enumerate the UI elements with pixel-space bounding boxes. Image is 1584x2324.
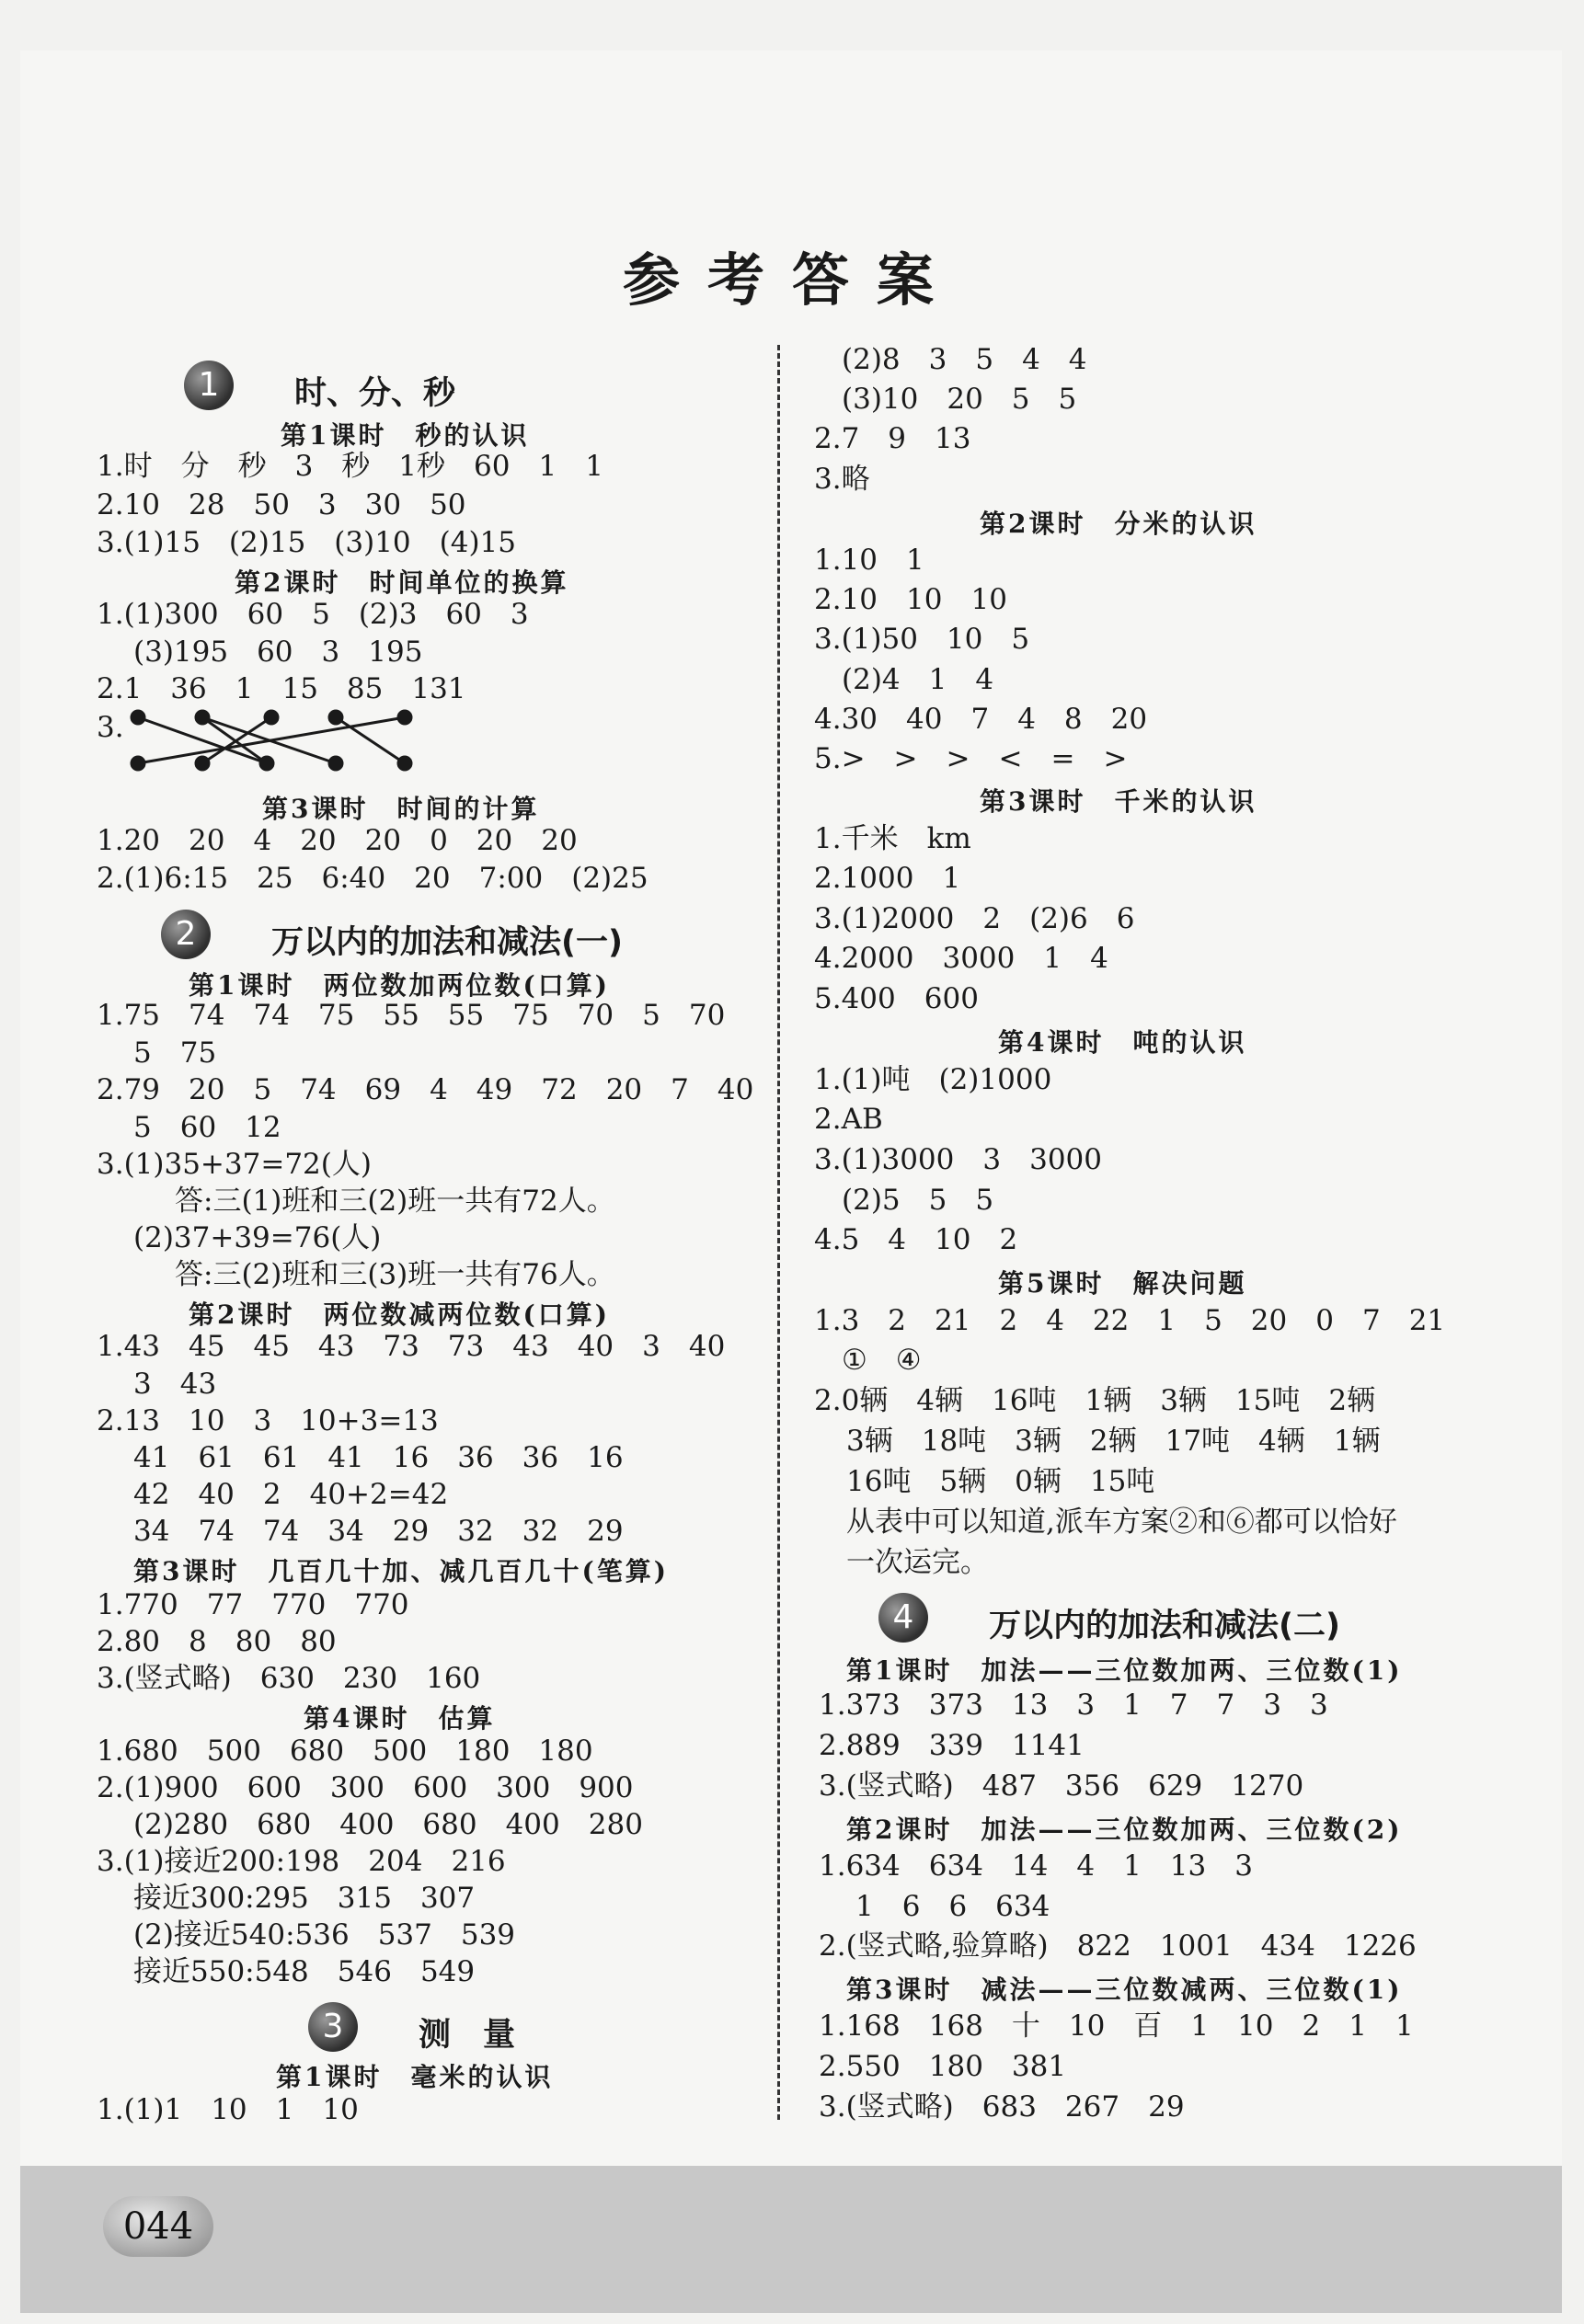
answer-line: 3.(竖式略) 630 230 160	[97, 1662, 481, 1695]
answer-line: 2.(竖式略,验算略) 822 1001 434 1226	[819, 1929, 1417, 1963]
answer-line: 4.30 40 7 4 8 20	[814, 703, 1148, 736]
lesson-heading: 第2课时 加法——三位数加两、三位数(2)	[846, 1815, 1403, 1845]
answer-line: 1.168 168 十 10 百 1 10 2 1 1	[819, 2009, 1414, 2043]
answer-line: 3.(竖式略) 487 356 629 1270	[819, 1769, 1304, 1803]
page-number: 044	[103, 2196, 213, 2257]
answer-line: 2.(1)6:15 25 6:40 20 7:00 (2)25	[97, 862, 649, 895]
answer-line: 1.(1)吨 (2)1000	[814, 1063, 1052, 1096]
answer-line: 接近550:548 546 549	[133, 1955, 476, 1988]
answer-line: 1.680 500 680 500 180 180	[97, 1734, 593, 1768]
answer-line: 3.(1)15 (2)15 (3)10 (4)15	[97, 526, 517, 559]
answer-line: 3 43	[133, 1368, 217, 1401]
answer-line: 2.550 180 381	[819, 2050, 1067, 2083]
answer-line: 2.79 20 5 74 69 4 49 72 20 7 40	[97, 1073, 754, 1106]
answer-line: 1.373 373 13 3 1 7 7 3 3	[819, 1689, 1328, 1722]
answer-line: (2)37+39=76(人)	[133, 1221, 382, 1254]
answer-line: 2.10 28 50 3 30 50	[97, 488, 466, 521]
unit-number-badge: 2	[161, 910, 211, 959]
matching-diagram	[129, 708, 423, 773]
answer-line: 4.5 4 10 2	[814, 1223, 1018, 1256]
answer-line: 接近300:295 315 307	[133, 1882, 476, 1915]
answer-line: 5.> > > < = >	[814, 742, 1128, 775]
lesson-heading: 第2课时 时间单位的换算	[235, 567, 569, 598]
lesson-heading: 第2课时 分米的认识	[980, 509, 1257, 539]
answer-line: (3)195 60 3 195	[133, 635, 423, 669]
answer-line: 从表中可以知道,派车方案②和⑥都可以恰好	[846, 1505, 1397, 1539]
column-divider	[777, 345, 780, 2120]
answer-line: 3.(1)50 10 5	[814, 623, 1030, 656]
unit-title: 时、分、秒	[294, 375, 456, 412]
answer-line: (2)接近540:536 537 539	[133, 1918, 516, 1952]
page-title: 参考答案	[622, 246, 961, 314]
answer-line: (3)10 20 5 5	[842, 383, 1077, 416]
answer-line: 1.770 77 770 770	[97, 1588, 409, 1621]
lesson-heading: 第4课时 吨的认识	[998, 1027, 1247, 1058]
answer-line: 答:三(2)班和三(3)班一共有76人。	[175, 1258, 615, 1291]
unit-title: 测 量	[419, 2017, 516, 2054]
answer-line: 1.20 20 4 20 20 0 20 20	[97, 824, 578, 857]
answer-line: 3.	[97, 711, 124, 744]
answer-line: 1.(1)1 10 1 10	[97, 2093, 359, 2126]
answer-line: 1.75 74 74 75 55 55 75 70 5 70	[97, 999, 726, 1032]
answer-line: 1.634 634 14 4 1 13 3	[819, 1849, 1253, 1883]
answer-line: 答:三(1)班和三(2)班一共有72人。	[175, 1185, 615, 1218]
answer-line: 2.1000 1	[814, 862, 961, 895]
answer-line: ① ④	[842, 1344, 922, 1377]
answer-line: 16吨 5辆 0辆 15吨	[846, 1465, 1155, 1498]
unit-number-badge: 3	[308, 2002, 358, 2052]
answer-line: 2.889 339 1141	[819, 1729, 1085, 1762]
unit-number-badge: 4	[878, 1593, 928, 1643]
lesson-heading: 第5课时 解决问题	[998, 1268, 1247, 1299]
answer-line: 3.(1)2000 2 (2)6 6	[814, 902, 1135, 935]
unit-number-badge: 1	[184, 361, 234, 410]
answer-line: 1.10 1	[814, 544, 924, 577]
lesson-heading: 第3课时 几百几十加、减几百几十(笔算)	[133, 1556, 669, 1586]
answer-line: 2.7 9 13	[814, 422, 971, 455]
lesson-heading: 第3课时 减法——三位数减两、三位数(1)	[846, 1975, 1403, 2005]
answer-line: 2.80 8 80 80	[97, 1625, 337, 1658]
lesson-heading: 第3课时 千米的认识	[980, 786, 1257, 817]
unit-title: 万以内的加法和减法(二)	[989, 1608, 1340, 1644]
answer-line: 5 75	[133, 1036, 217, 1070]
answer-line: 1.时 分 秒 3 秒 1秒 60 1 1	[97, 450, 603, 483]
answer-line: 1.(1)300 60 5 (2)3 60 3	[97, 598, 529, 631]
lesson-heading: 第4课时 估算	[304, 1703, 496, 1734]
answer-line: 5.400 600	[814, 982, 979, 1015]
answer-line: 1.3 2 21 2 4 22 1 5 20 0 7 21	[814, 1304, 1446, 1337]
answer-line: 42 40 2 40+2=42	[133, 1478, 449, 1511]
answer-line: 2.AB	[814, 1103, 883, 1136]
answer-line: 1.43 45 45 43 73 73 43 40 3 40	[97, 1330, 726, 1363]
lesson-heading: 第3课时 时间的计算	[262, 794, 540, 824]
answer-line: (2)280 680 400 680 400 280	[133, 1808, 643, 1841]
answer-line: 3.(1)接近200:198 204 216	[97, 1845, 506, 1878]
answer-line: 3.略	[814, 463, 870, 496]
answer-line: 5 60 12	[133, 1111, 281, 1144]
answer-line: 3.(竖式略) 683 267 29	[819, 2090, 1185, 2124]
answer-line: 3.(1)3000 3 3000	[814, 1143, 1102, 1176]
answer-line: 34 74 74 34 29 32 32 29	[133, 1515, 624, 1548]
answer-line: 3辆 18吨 3辆 2辆 17吨 4辆 1辆	[846, 1425, 1381, 1458]
answer-line: 2.0辆 4辆 16吨 1辆 3辆 15吨 2辆	[814, 1384, 1376, 1417]
unit-title: 万以内的加法和减法(一)	[271, 924, 623, 961]
answer-line: (2)4 1 4	[842, 663, 994, 696]
answer-line: 41 61 61 41 16 36 36 16	[133, 1441, 624, 1474]
answer-line: 1 6 6 634	[855, 1890, 1050, 1923]
answer-line: 4.2000 3000 1 4	[814, 942, 1108, 975]
lesson-heading: 第1课时 两位数加两位数(口算)	[189, 970, 610, 1001]
answer-line: 一次运完。	[846, 1546, 989, 1579]
lesson-heading: 第1课时 毫米的认识	[276, 2062, 554, 2092]
answer-line: (2)8 3 5 4 4	[842, 343, 1087, 376]
answer-line: 1.千米 km	[814, 822, 971, 855]
answer-line: 2.10 10 10	[814, 583, 1007, 616]
lesson-heading: 第1课时 秒的认识	[281, 420, 530, 451]
footer-band	[20, 2166, 1562, 2313]
lesson-heading: 第1课时 加法——三位数加两、三位数(1)	[846, 1655, 1403, 1686]
answer-line: 2.1 36 1 15 85 131	[97, 672, 466, 705]
lesson-heading: 第2课时 两位数减两位数(口算)	[189, 1299, 610, 1330]
answer-line: 2.(1)900 600 300 600 300 900	[97, 1771, 634, 1804]
answer-line: (2)5 5 5	[842, 1184, 994, 1217]
answer-line: 2.13 10 3 10+3=13	[97, 1404, 439, 1437]
answer-line: 3.(1)35+37=72(人)	[97, 1148, 372, 1181]
